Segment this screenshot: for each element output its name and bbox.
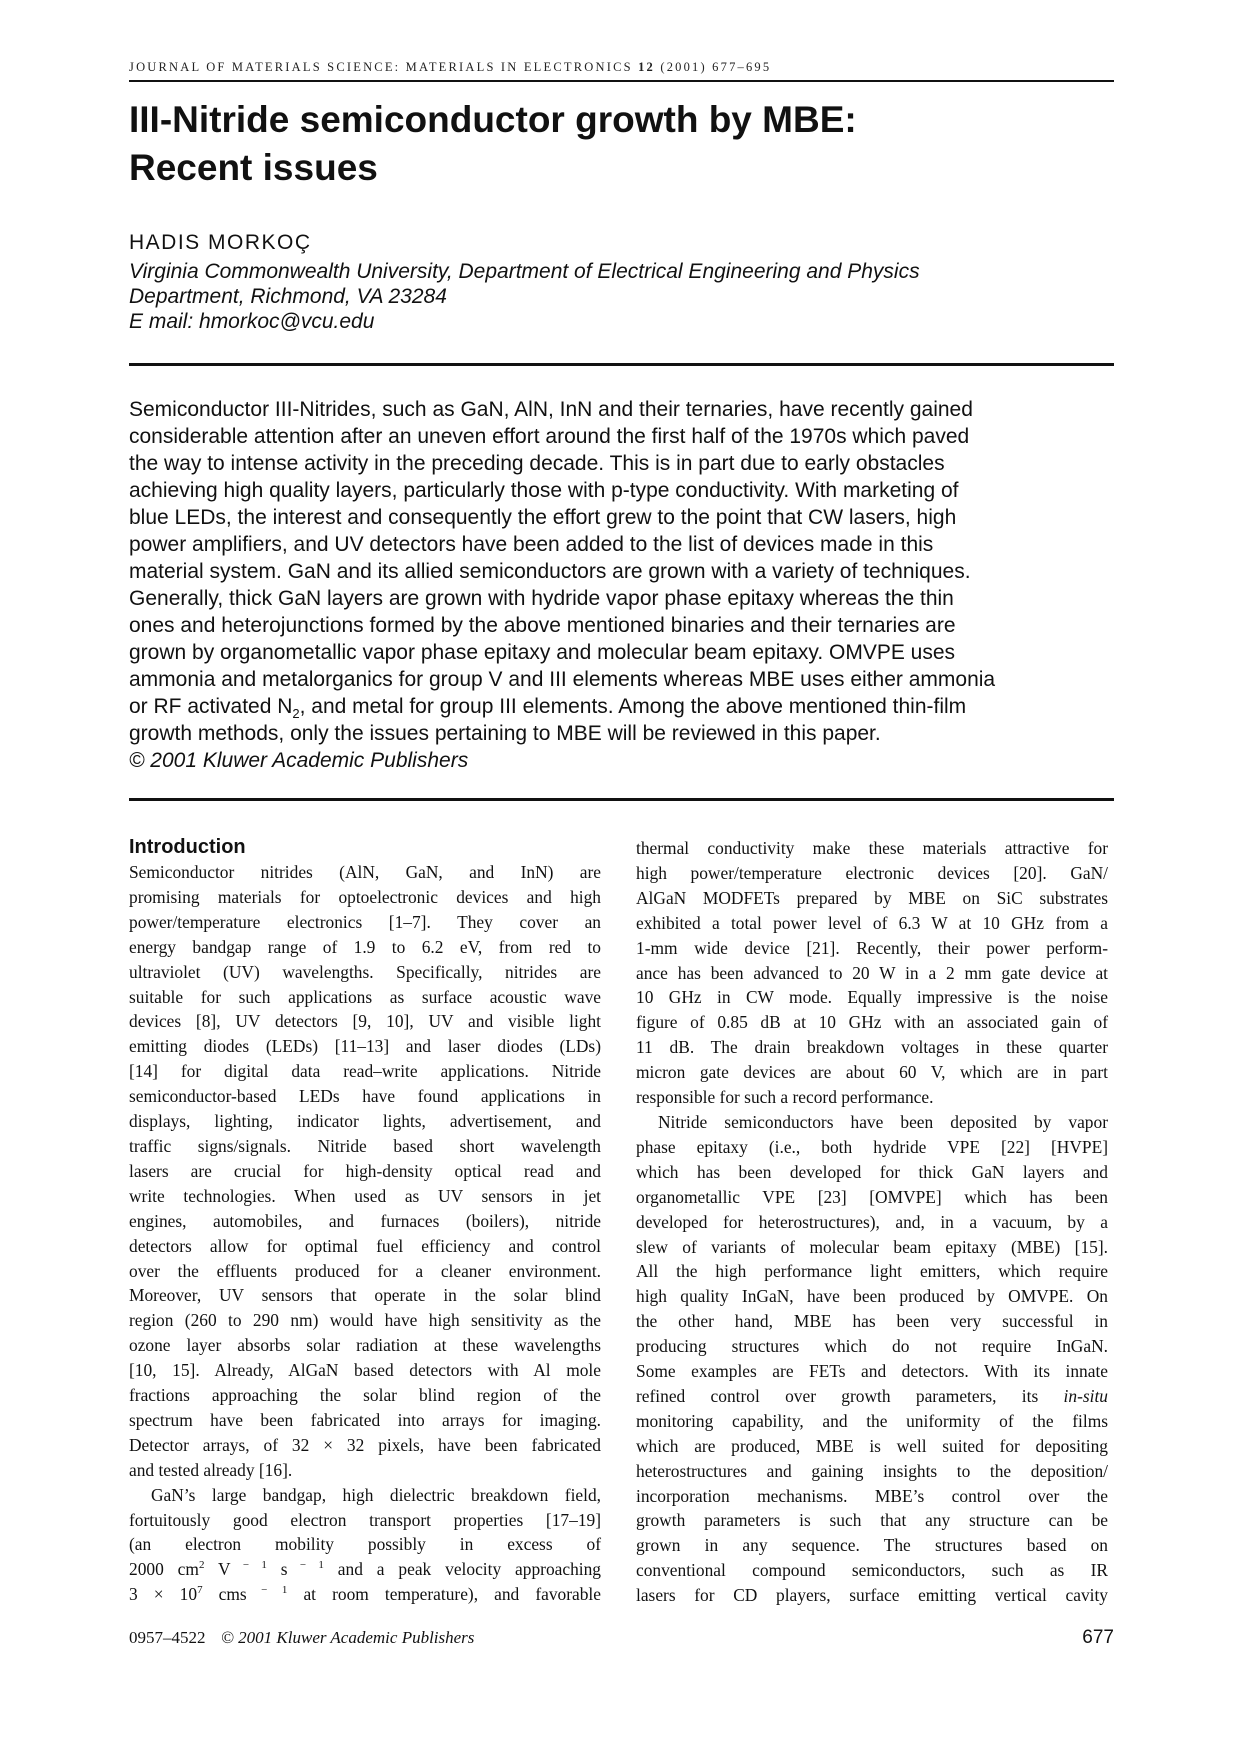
subscript: 2 <box>292 706 300 722</box>
abstract-line: Generally, thick GaN layers are grown with hydride vapor phase epitaxy whereas the thin <box>129 587 954 610</box>
body-line: promising materials for optoelectronic devices and high <box>129 886 601 907</box>
body-line: incorporation mechanisms. MBE’s control over the <box>636 1485 1108 1506</box>
title-line-2: Recent issues <box>129 147 378 188</box>
body-line: devices [8], UV detectors [9, 10], UV and visible light <box>129 1011 601 1032</box>
affiliation-line-2: Department, Richmond, VA 23284 <box>129 285 447 308</box>
abstract-line: grown by organometallic vapor phase epitaxy and molecular beam epitaxy. OMVPE uses <box>129 641 956 664</box>
body-line: AlGaN MODFETs prepared by MBE on SiC substrates <box>636 887 1108 908</box>
body-line-mobility <box>129 1557 601 1582</box>
section-heading-introduction: Introduction <box>129 836 246 858</box>
author-email: E mail: hmorkoc@vcu.edu <box>129 310 375 333</box>
abstract-line: ammonia and metalorganics for group V and III elements whereas MBE uses either ammonia <box>129 668 996 691</box>
equation-text: cms <box>202 1584 247 1605</box>
body-line: spectrum have been fabricated into arrays for imaging. <box>129 1409 601 1430</box>
equation-text: V <box>204 1559 231 1580</box>
body-line: traffic signs/signals. Nitride based short wavelength <box>129 1135 601 1156</box>
body-line: 1-mm wide device [21]. Recently, their power perform- <box>636 937 1108 958</box>
body-line: and tested already [16]. <box>129 1459 293 1480</box>
body-line: Semiconductor nitrides (AlN, GaN, and InN) are <box>129 862 601 882</box>
body-column-right <box>636 836 1108 1608</box>
body-line: micron gate devices are about 60 V, which are in part <box>636 1062 1108 1083</box>
body-text: and a peak velocity approaching <box>323 1559 602 1580</box>
abstract-line: achieving high quality layers, particularly those with p-type conductivity. With marketing of <box>129 479 959 502</box>
body-line: displays, lighting, indicator lights, advertisement, and <box>129 1111 601 1132</box>
body-line: Detector arrays, of 32 × 32 pixels, have been fabricated <box>129 1434 601 1455</box>
body-line: phase epitaxy (i.e., both hydride VPE [22] [HVPE] <box>636 1136 1108 1157</box>
body-line: heterostructures and gaining insights to the deposition/ <box>636 1460 1108 1481</box>
abstract-bottom-rule <box>129 798 1114 801</box>
body-line: semiconductor-based LEDs have found applications in <box>129 1086 601 1107</box>
body-line: write technologies. When used as UV sensors in jet <box>129 1185 601 1206</box>
page-number: 677 <box>1082 1627 1114 1648</box>
abstract-line: ones and heterojunctions formed by the above mentioned binaries and their ternaries are <box>129 614 956 637</box>
running-head-journal: JOURNAL OF MATERIALS SCIENCE: MATERIALS IN ELECTRONICS <box>129 60 639 74</box>
body-line: responsible for such a record performance. <box>636 1087 934 1108</box>
body-line: exhibited a total power level of 6.3 W at 10 GHz from a <box>636 912 1108 933</box>
body-line-insitu <box>636 1384 1108 1409</box>
abstract-line: Semiconductor III-Nitrides, such as GaN, AlN, InN and their ternaries, have recently gained <box>129 398 973 421</box>
body-line: developed for heterostructures), and, in a vacuum, by a <box>636 1211 1108 1232</box>
header-rule <box>129 80 1114 82</box>
body-line: over the effluents produced for a cleaner environment. <box>129 1260 601 1281</box>
body-line: grown in any sequence. The structures based on <box>636 1535 1108 1556</box>
body-line: which are produced, MBE is well suited for depositing <box>636 1435 1108 1456</box>
body-line: which has been developed for thick GaN layers and <box>636 1161 1108 1182</box>
equation-text: 2000 cm <box>129 1559 199 1580</box>
abstract-line: power amplifiers, and UV detectors have been added to the list of devices made in this <box>129 533 934 556</box>
body-line: thermal conductivity make these materials attractive for <box>636 838 1108 858</box>
body-line: high power/temperature electronic devices [20]. GaN/ <box>636 862 1108 883</box>
title-line-1: III-Nitride semiconductor growth by MBE: <box>129 99 857 140</box>
body-line: GaN’s large bandgap, high dielectric breakdown field, <box>151 1484 601 1505</box>
body-line: (an electron mobility possibly in excess of <box>129 1534 601 1555</box>
body-line-velocity <box>129 1582 601 1607</box>
superscript: 7 <box>197 1584 203 1597</box>
abstract-line <box>129 693 1114 720</box>
body-line: conventional compound semiconductors, such as IR <box>636 1560 1108 1581</box>
running-head-year-pages: (2001) 677–695 <box>655 60 772 74</box>
abstract-copyright: © 2001 Kluwer Academic Publishers <box>129 749 469 772</box>
equation-text: s <box>266 1559 288 1580</box>
body-line: Nitride semiconductors have been deposited by vapor <box>658 1111 1108 1132</box>
superscript: − 1 <box>246 1584 288 1597</box>
superscript: − 1 <box>230 1559 267 1572</box>
abstract-text: , and metal for group III elements. Among the above mentioned thin-film <box>299 695 967 718</box>
superscript: − 1 <box>287 1559 324 1572</box>
body-line: the other hand, MBE has been very successful in <box>636 1311 1108 1332</box>
body-column-left <box>129 836 601 1607</box>
body-line: 11 dB. The drain breakdown voltages in these quarter <box>636 1037 1108 1058</box>
journal-page <box>129 0 1114 1755</box>
body-line: emitting diodes (LEDs) [11–13] and laser diodes (LDs) <box>129 1036 601 1057</box>
abstract-line: growth methods, only the issues pertaining to MBE will be reviewed in this paper. <box>129 722 881 745</box>
body-line: energy bandgap range of 1.9 to 6.2 eV, from red to <box>129 936 601 957</box>
author-affiliation <box>129 259 920 334</box>
body-line: organometallic VPE [23] [OMVPE] which has been <box>636 1186 1108 1207</box>
running-head-volume: 12 <box>638 60 655 74</box>
body-line: slew of variants of molecular beam epitaxy (MBE) [15]. <box>636 1236 1108 1257</box>
abstract-line: material system. GaN and its allied semiconductors are grown with a variety of techniques. <box>129 560 971 583</box>
body-line: All the high performance light emitters, which require <box>636 1261 1108 1282</box>
body-line: Moreover, UV sensors that operate in the solar blind <box>129 1285 601 1306</box>
body-line: fortuitously good electron transport properties [17–19] <box>129 1509 601 1530</box>
body-line: producing structures which do not require InGaN. <box>636 1336 1108 1357</box>
body-line: engines, automobiles, and furnaces (boilers), nitride <box>129 1210 601 1231</box>
running-head <box>129 60 771 75</box>
abstract <box>129 396 1114 774</box>
abstract-line: blue LEDs, the interest and consequently the effort grew to the point that CW lasers, high <box>129 506 957 529</box>
body-line: [10, 15]. Already, AlGaN based detectors with Al mole <box>129 1360 601 1381</box>
body-line: growth parameters is such that any structure can be <box>636 1510 1108 1531</box>
body-line: suitable for such applications as surface acoustic wave <box>129 986 601 1007</box>
footer-publisher: © 2001 Kluwer Academic Publishers <box>221 1628 475 1647</box>
body-line: region (260 to 290 nm) would have high sensitivity as the <box>129 1310 601 1331</box>
body-line: Some examples are FETs and detectors. With its innate <box>636 1361 1108 1382</box>
body-text: at room temperature), and favorable <box>287 1584 601 1605</box>
body-line: lasers for CD players, surface emitting vertical cavity <box>636 1585 1108 1606</box>
author-name: HADIS MORKOÇ <box>129 231 312 254</box>
affiliation-line-1: Virginia Commonwealth University, Department of Electrical Engineering and Physics <box>129 260 920 283</box>
body-line: lasers are crucial for high-density optical read and <box>129 1160 601 1181</box>
body-line: ance has been advanced to 20 W in a 2 mm gate device at <box>636 962 1108 983</box>
body-line: [14] for digital data read–write applications. Nitride <box>129 1061 601 1082</box>
body-line: detectors allow for optimal fuel efficiency and control <box>129 1235 601 1256</box>
footer-issn: 0957–4522 <box>129 1628 206 1647</box>
italic-term: in-situ <box>1063 1385 1108 1406</box>
abstract-line: the way to intense activity in the preceding decade. This is in part due to early obstacles <box>129 452 945 475</box>
body-line: 10 GHz in CW mode. Equally impressive is the noise <box>636 987 1108 1008</box>
body-line: high quality InGaN, have been produced by OMVPE. On <box>636 1286 1108 1307</box>
body-line: figure of 0.85 dB at 10 GHz with an associated gain of <box>636 1012 1108 1033</box>
superscript: 2 <box>198 1559 205 1572</box>
abstract-top-rule <box>129 363 1114 366</box>
body-line: ultraviolet (UV) wavelengths. Specifically, nitrides are <box>129 961 601 982</box>
body-line: fractions approaching the solar blind region of the <box>129 1385 601 1406</box>
abstract-text: or RF activated N <box>129 695 293 718</box>
body-text: refined control over growth parameters, its <box>636 1385 1064 1406</box>
equation-text: 3 × 10 <box>129 1584 198 1605</box>
body-line: monitoring capability, and the uniformity of the films <box>636 1410 1108 1431</box>
abstract-line: considerable attention after an uneven effort around the first half of the 1970s which paved <box>129 425 970 448</box>
body-line: power/temperature electronics [1–7]. They cover an <box>129 911 601 932</box>
body-line: ozone layer absorbs solar radiation at these wavelengths <box>129 1335 601 1356</box>
article-title <box>129 96 1114 192</box>
